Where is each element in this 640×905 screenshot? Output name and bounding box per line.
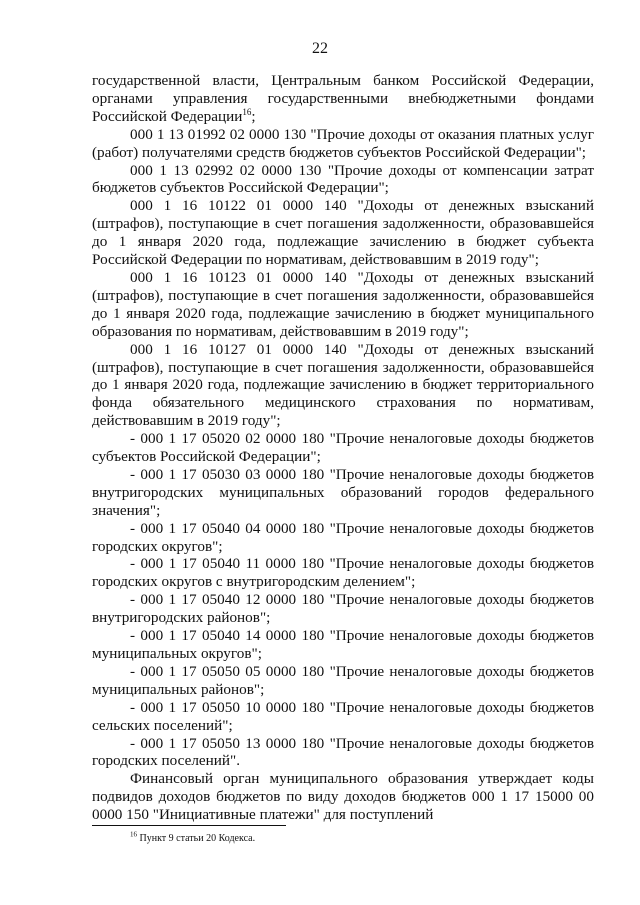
document-body: [92, 72, 594, 824]
paragraph-text: государственной власти, Центральным банком Российской Федерации, органами управления государственными внебюджетными фондами Российской Федерации: [92, 72, 594, 125]
footnote-number: 16: [130, 830, 137, 839]
paragraph: - 000 1 17 05040 11 0000 180 "Прочие неналоговые доходы бюджетов городских округов с внутригородским делением";: [92, 555, 594, 591]
footnote-separator: [92, 825, 286, 826]
paragraph: - 000 1 17 05040 14 0000 180 "Прочие неналоговые доходы бюджетов муниципальных округов";: [92, 627, 594, 662]
paragraph: 000 1 16 10122 01 0000 140 "Доходы от денежных взысканий (штрафов), поступающие в счет погашения задолженности, образовавшейся до 1 января 2020 года, подлежащие зачислению в бюджет субъекта Российской Федерации по нормативам, действовавшим в 2019 году";: [92, 197, 594, 269]
footnote-reference: 16: [242, 106, 252, 117]
paragraph-tail: ;: [251, 107, 256, 125]
paragraph: Финансовый орган муниципального образования утверждает коды подвидов доходов бюджетов по виду доходов бюджетов 000 1 17 15000 00 0000 150 "Инициативные платежи" для поступлений: [92, 770, 594, 824]
paragraph: - 000 1 17 05030 03 0000 180 "Прочие неналоговые доходы бюджетов внутригородских муниципальных образований городов федерального значения";: [92, 465, 594, 519]
paragraph: - 000 1 17 05050 13 0000 180 "Прочие неналоговые доходы бюджетов городских поселений".: [92, 734, 594, 770]
paragraph: 000 1 16 10123 01 0000 140 "Доходы от денежных взысканий (штрафов), поступающие в счет погашения задолженности, образовавшейся до 1 января 2020 года, подлежащие зачислению в бюджет муниципального образования по нормативам, действовавшим в 2019 году";: [92, 268, 594, 340]
paragraph: [92, 72, 594, 126]
page-number: 22: [312, 40, 328, 57]
paragraph: - 000 1 17 05040 12 0000 180 "Прочие неналоговые доходы бюджетов внутригородских районов";: [92, 591, 594, 627]
paragraph: 000 1 13 02992 02 0000 130 "Прочие доходы от компенсации затрат бюджетов субъектов Российской Федерации";: [92, 161, 594, 197]
footnote: [130, 832, 590, 846]
paragraph: - 000 1 17 05050 05 0000 180 "Прочие неналоговые доходы бюджетов муниципальных районов";: [92, 662, 594, 698]
paragraph: - 000 1 17 05050 10 0000 180 "Прочие неналоговые доходы бюджетов сельских поселений";: [92, 698, 594, 734]
footnote-text: Пункт 9 статьи 20 Кодекса.: [137, 833, 256, 844]
paragraph: - 000 1 17 05040 04 0000 180 "Прочие неналоговые доходы бюджетов городских округов";: [92, 519, 594, 555]
paragraph: - 000 1 17 05020 02 0000 180 "Прочие неналоговые доходы бюджетов субъектов Российской Федерации";: [92, 430, 594, 466]
paragraph: 000 1 13 01992 02 0000 130 "Прочие доходы от оказания платных услуг (работ) получателями средств бюджетов субъектов Российской Федерации";: [92, 125, 594, 161]
paragraph: 000 1 16 10127 01 0000 140 "Доходы от денежных взысканий (штрафов), поступающие в счет погашения задолженности, образовавшейся до 1 января 2020 года, подлежащие зачислению в бюджет территориального фонда обязательного медицинского страхования по нормативам, действовавшим в 2019 году";: [92, 340, 594, 430]
